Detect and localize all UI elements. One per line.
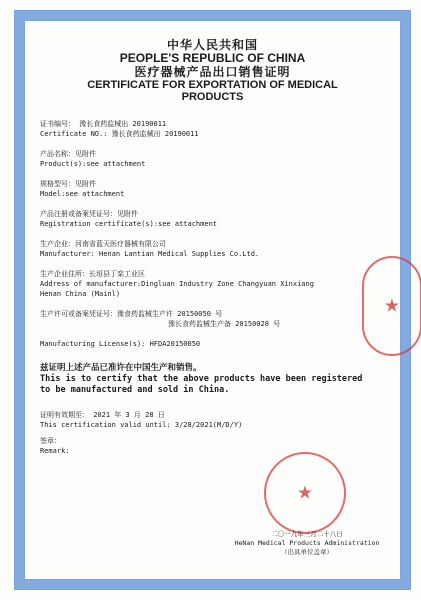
issuing-authority-zh: （出具单位盖章） (281, 548, 333, 556)
license-zh-value1: 豫食药监械生产许 20150050 号 (117, 310, 223, 318)
validity-zh: 证明有效期至： 2021 年 3 月 28 日 (40, 411, 165, 419)
license-zh-label: 生产许可或备案凭证号： (40, 310, 117, 318)
address-en-line2: Henan China (Mainl) (40, 290, 121, 298)
cert-no-zh: 证书编号： 豫长食药监械出 20190011 (40, 120, 167, 128)
title-en: PEOPLE'S REPUBLIC OF CHINA (119, 51, 306, 65)
title-block (40, 38, 385, 103)
subtitle-en-line2: PRODUCTS (181, 91, 244, 103)
statement-en-line1: This is to certify that the above products have been registered (40, 374, 363, 384)
manufacturer-zh: 生产企业：河南省蓝天医疗器械有限公司 (40, 240, 166, 248)
subtitle-en-line1: CERTIFICATE FOR EXPORTATION OF MEDICAL (87, 79, 338, 91)
registration-en: Registration certificate(s):see attachment (40, 220, 218, 228)
manufacturer-en: Manufacturer: Henan Lantian Medical Supplies Co.Ltd. (40, 250, 260, 258)
statement-zh: 兹证明上述产品已准许在中国生产和销售。 (40, 363, 202, 373)
license-zh-line1 (40, 309, 385, 319)
cert-no-en: Certificate NO.: 豫长食药监械出 20190011 (40, 130, 199, 138)
address-en-line1: Address of manufacturer:Dingluan Industry Zone Changyuan Xinxiang (40, 280, 314, 288)
registration-zh: 产品注册或备案凭证号：见附件 (40, 210, 138, 218)
license-zh-line2: 豫长食药监械生产备 20150028 号 (168, 320, 281, 328)
address-zh: 生产企业住所：长垣县丁栾工业区 (40, 270, 145, 278)
product-en: Product(s):see attachment (40, 160, 146, 168)
seal-star-icon: ★ (296, 482, 314, 504)
issuing-authority: HeNan Medical Products Administration (234, 539, 380, 547)
subtitle-zh: 医疗器械产品出口销售证明 (134, 65, 291, 79)
seal-star-icon: ★ (383, 295, 401, 317)
license-en: Manufacturing License(s): HFDA20150050 (40, 340, 201, 348)
issue-date-zh: 二〇一九年三月二十八日 (271, 530, 343, 538)
remark-label: Remark: (40, 447, 70, 455)
model-zh: 规格型号：见附件 (40, 180, 96, 188)
side-red-seal (362, 256, 421, 356)
product-zh: 产品名称：见附件 (40, 150, 96, 158)
statement-en-line2: to be manufactured and sold in China. (40, 385, 230, 395)
model-en: Model:see attachment (40, 190, 125, 198)
title-zh: 中华人民共和国 (166, 38, 258, 52)
official-red-seal (264, 452, 346, 534)
certification-statement (40, 363, 385, 396)
validity-block (40, 410, 385, 456)
certificate-fields (40, 119, 385, 349)
certificate-content (40, 38, 385, 456)
validity-en: This certification valid until: 3/28/2021(M/D/Y) (40, 421, 243, 429)
sign-label-zh: 签章： (40, 437, 61, 445)
issuer-signature-block (232, 530, 382, 557)
